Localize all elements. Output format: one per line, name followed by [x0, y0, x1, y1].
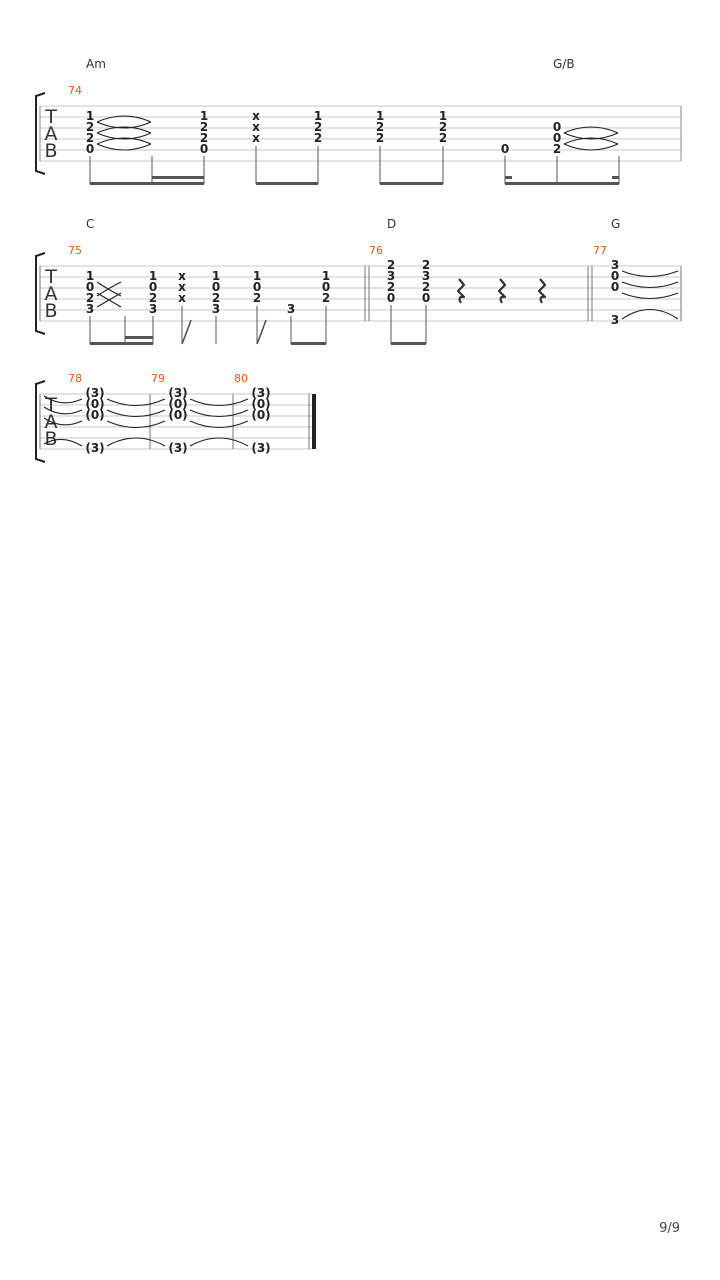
- barlines: [40, 266, 681, 321]
- fret-number: 1: [375, 109, 385, 123]
- tab-clef: T A B: [44, 266, 58, 322]
- fret-number: x: [252, 120, 260, 134]
- fret-number: (0): [85, 397, 105, 411]
- fret-number: 0: [552, 131, 562, 145]
- fret-number: (0): [251, 397, 271, 411]
- fret-number: 2: [313, 131, 323, 145]
- measure-number: 80: [234, 372, 248, 385]
- rhythm-beams: [90, 176, 619, 185]
- fret-number: 0: [552, 120, 562, 134]
- fret-number: 2: [438, 131, 448, 145]
- fret-number: x: [178, 280, 186, 294]
- system-2: [36, 217, 681, 345]
- fret-number: 2: [199, 131, 209, 145]
- fret-number: 2: [85, 131, 95, 145]
- measure-number: 79: [151, 372, 165, 385]
- fret-number: 3: [148, 302, 158, 316]
- fret-number: (3): [251, 441, 271, 455]
- fret-number: x: [178, 291, 186, 305]
- fret-number: 1: [199, 109, 209, 123]
- fret-number: 1: [438, 109, 448, 123]
- fret-number: 2: [386, 258, 396, 272]
- fret-number: x: [252, 131, 260, 145]
- fret-number: 1: [148, 269, 158, 283]
- fret-number: 0: [386, 291, 396, 305]
- fret-number: (0): [85, 408, 105, 422]
- fret-number: 2: [421, 280, 431, 294]
- fret-number: 2: [375, 131, 385, 145]
- fret-number: 0: [321, 280, 331, 294]
- chord-name: G: [611, 217, 621, 231]
- fret-number: 0: [199, 142, 209, 156]
- measure-number: 75: [68, 244, 82, 257]
- fret-number: 2: [148, 291, 158, 305]
- fret-number: 0: [85, 142, 95, 156]
- chord-name: G/B: [553, 57, 575, 71]
- fret-number: 0: [610, 280, 620, 294]
- chord-name: C: [86, 217, 95, 231]
- fret-number: (3): [85, 386, 105, 400]
- fret-number: 2: [85, 291, 95, 305]
- system-3: [36, 372, 316, 462]
- fret-number: 2: [552, 142, 562, 156]
- fret-number: 1: [313, 109, 323, 123]
- fret-number: 0: [252, 280, 262, 294]
- eighth-flags: [182, 320, 266, 344]
- measure-number: 78: [68, 372, 82, 385]
- fret-number: 1: [85, 269, 95, 283]
- fret-number: 1: [211, 269, 221, 283]
- fret-number: (0): [251, 408, 271, 422]
- fret-number: 2: [386, 280, 396, 294]
- fret-number: 2: [421, 258, 431, 272]
- fret-number: (3): [85, 441, 105, 455]
- fret-numbers: [86, 109, 561, 156]
- fret-number: 3: [421, 269, 431, 283]
- fret-numbers: [85, 386, 270, 455]
- fret-number: (3): [251, 386, 271, 400]
- system-1: [36, 57, 681, 185]
- staff-lines: [40, 266, 681, 321]
- tab-clef: T A B: [44, 394, 58, 450]
- fret-number: 2: [321, 291, 331, 305]
- chord-name: D: [387, 217, 397, 231]
- measure-number: 77: [593, 244, 607, 257]
- fret-number: x: [178, 269, 186, 283]
- chord-name: Am: [86, 57, 106, 71]
- fret-number: 3: [85, 302, 95, 316]
- final-barline: [312, 394, 316, 449]
- staff-lines: [40, 106, 681, 161]
- measure-number: 74: [68, 84, 82, 97]
- measure-number: 76: [369, 244, 383, 257]
- fret-number: (0): [168, 408, 188, 422]
- fret-number: 2: [85, 120, 95, 134]
- fret-number: 2: [211, 291, 221, 305]
- fret-number: 2: [438, 120, 448, 134]
- fret-number: 1: [252, 269, 262, 283]
- fret-number: 3: [211, 302, 221, 316]
- tie-arcs: [97, 116, 618, 150]
- fret-number: 0: [148, 280, 158, 294]
- fret-number: 2: [199, 120, 209, 134]
- fret-number: 0: [610, 269, 620, 283]
- tab-clef: T A B: [44, 106, 58, 162]
- fret-number: 0: [421, 291, 431, 305]
- fret-number: 2: [252, 291, 262, 305]
- fret-number: 2: [313, 120, 323, 134]
- fret-number: 0: [500, 142, 510, 156]
- fret-number: 3: [386, 269, 396, 283]
- fret-number: x: [252, 109, 260, 123]
- page-number: 9/9: [659, 1221, 680, 1236]
- fret-number: (3): [168, 441, 188, 455]
- fret-number: 3: [286, 302, 296, 316]
- fret-number: 3: [610, 313, 620, 327]
- fret-number: 1: [85, 109, 95, 123]
- fret-number: 0: [85, 280, 95, 294]
- fret-number: 2: [375, 120, 385, 134]
- fret-number: 1: [321, 269, 331, 283]
- fret-number: (3): [168, 386, 188, 400]
- fret-number: (0): [168, 397, 188, 411]
- fret-number: 0: [211, 280, 221, 294]
- fret-number: 3: [610, 258, 620, 272]
